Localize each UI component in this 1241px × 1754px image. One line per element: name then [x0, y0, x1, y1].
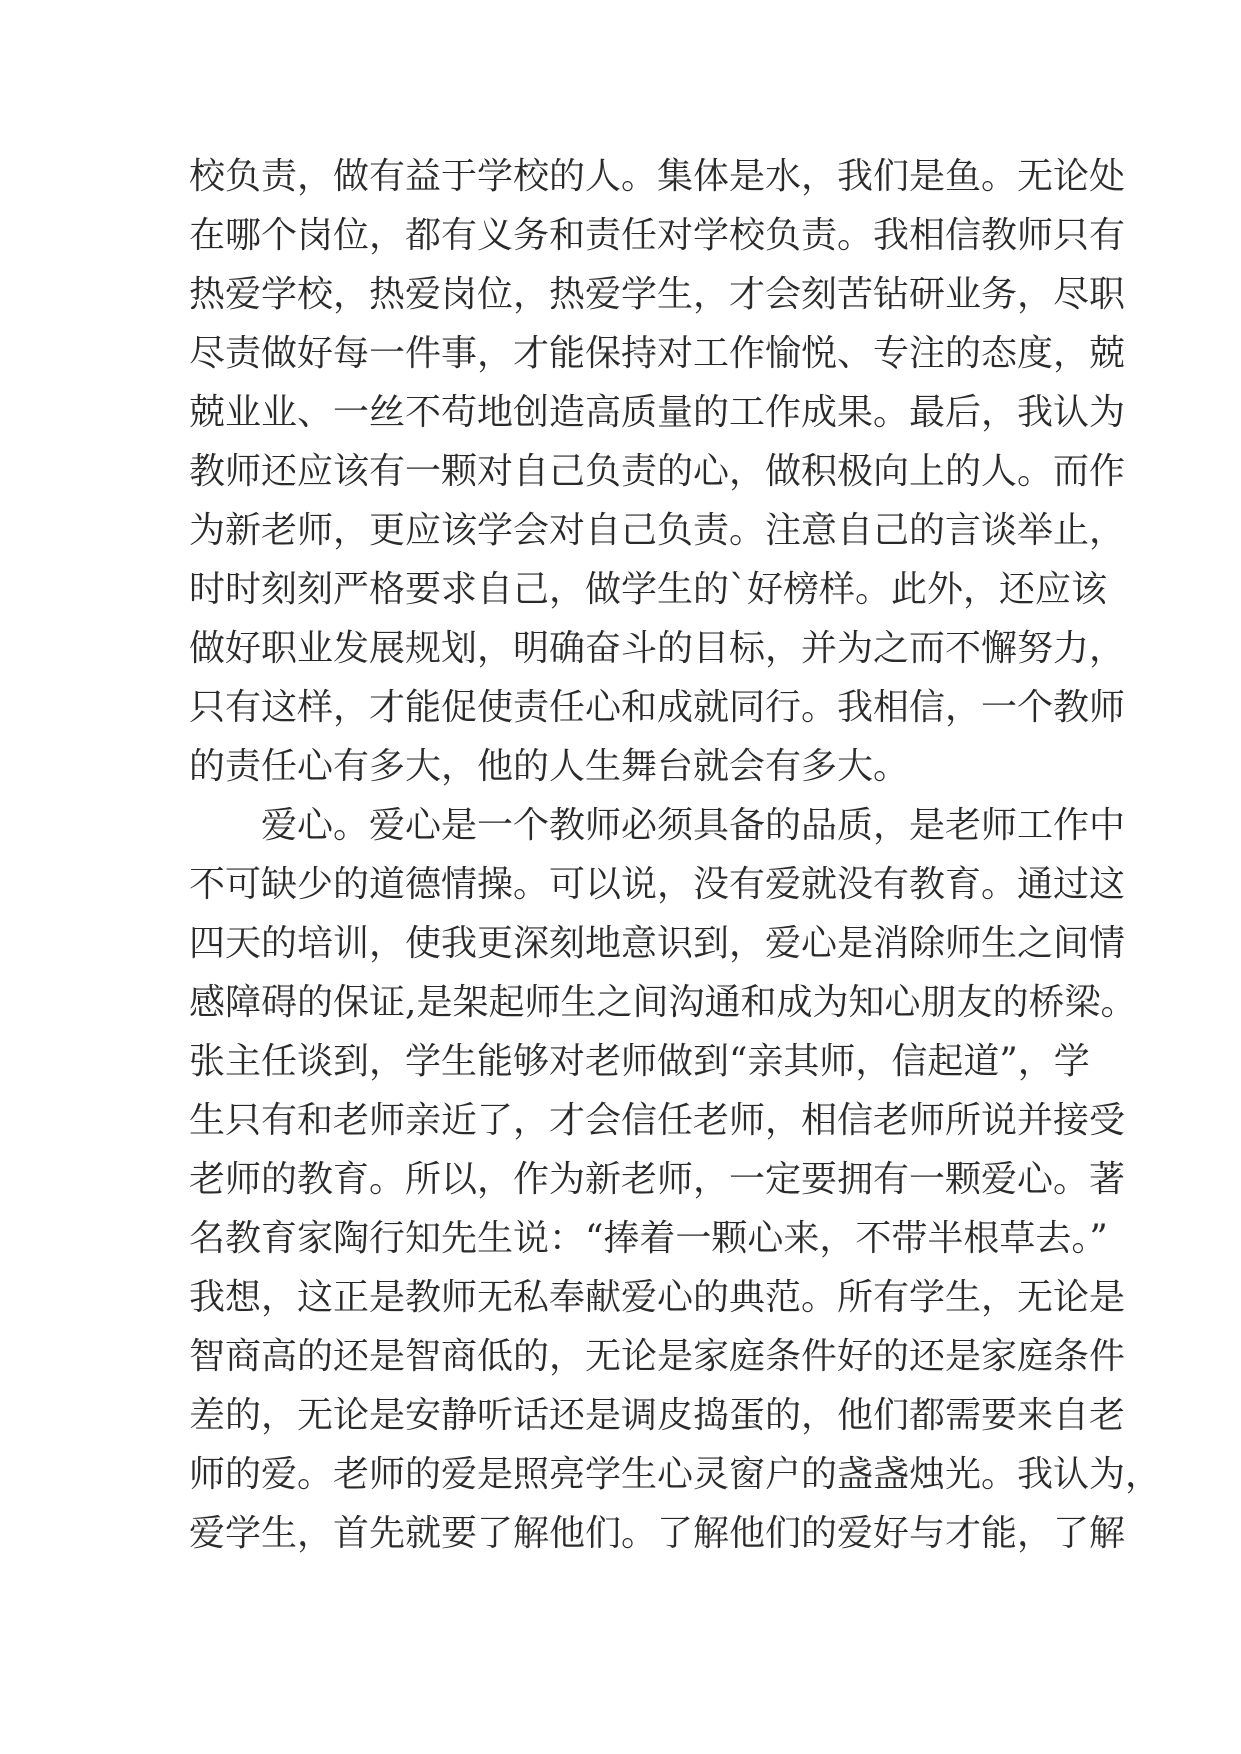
- text-line: 名教育家陶行知先生说：“捧着一颗心来，不带半根草去。”: [189, 1218, 1108, 1259]
- text-line: 教师还应该有一颗对自己负责的心，做积极向上的人。而作: [189, 451, 1126, 492]
- text-line: 张主任谈到，学生能够对老师做到“亲其师，信起道”，学: [189, 1041, 1090, 1082]
- paragraph-start-line: 爱心。爱心是一个教师必须具备的品质，是老师工作中: [261, 805, 1126, 846]
- text-line: 师的爱。老师的爱是照亮学生心灵窗户的盏盏烛光。我认为，: [189, 1454, 1162, 1495]
- text-line: 智商高的还是智商低的，无论是家庭条件好的还是家庭条件: [189, 1336, 1126, 1377]
- text-line: 不可缺少的道德情操。可以说，没有爱就没有教育。通过这: [189, 864, 1126, 905]
- text-line: 在哪个岗位，都有义务和责任对学校负责。我相信教师只有: [189, 215, 1126, 256]
- text-line: 感障碍的保证,是架起师生之间沟通和成为知心朋友的桥梁。: [189, 982, 1137, 1023]
- text-line: 差的，无论是安静听话还是调皮捣蛋的，他们都需要来自老: [189, 1395, 1126, 1436]
- text-line: 爱学生，首先就要了解他们。了解他们的爱好与才能，了解: [189, 1513, 1126, 1554]
- text-line: 热爱学校，热爱岗位，热爱学生，才会刻苦钻研业务，尽职: [189, 274, 1126, 315]
- text-line: 兢业业、一丝不苟地创造高质量的工作成果。最后，我认为: [189, 392, 1126, 433]
- text-line: 校负责，做有益于学校的人。集体是水，我们是鱼。无论处: [189, 156, 1126, 197]
- text-line: 做好职业发展规划，明确奋斗的目标，并为之而不懈努力，: [189, 628, 1126, 669]
- text-line: 时时刻刻严格要求自己，做学生的`好榜样。此外，还应该: [189, 569, 1108, 610]
- text-line: 只有这样，才能促使责任心和成就同行。我相信，一个教师: [189, 687, 1126, 728]
- text-line: 的责任心有多大，他的人生舞台就会有多大。: [189, 746, 910, 787]
- text-line: 生只有和老师亲近了，才会信任老师，相信老师所说并接受: [189, 1100, 1126, 1141]
- text-line: 为新老师，更应该学会对自己负责。注意自己的言谈举止，: [189, 510, 1126, 551]
- text-line: 四天的培训，使我更深刻地意识到，爱心是消除师生之间情: [189, 923, 1126, 964]
- text-line: 尽责做好每一件事，才能保持对工作愉悦、专注的态度，兢: [189, 333, 1126, 374]
- text-line: 老师的教育。所以，作为新老师，一定要拥有一颗爱心。著: [189, 1159, 1126, 1200]
- text-line: 我想，这正是教师无私奉献爱心的典范。所有学生，无论是: [189, 1277, 1126, 1318]
